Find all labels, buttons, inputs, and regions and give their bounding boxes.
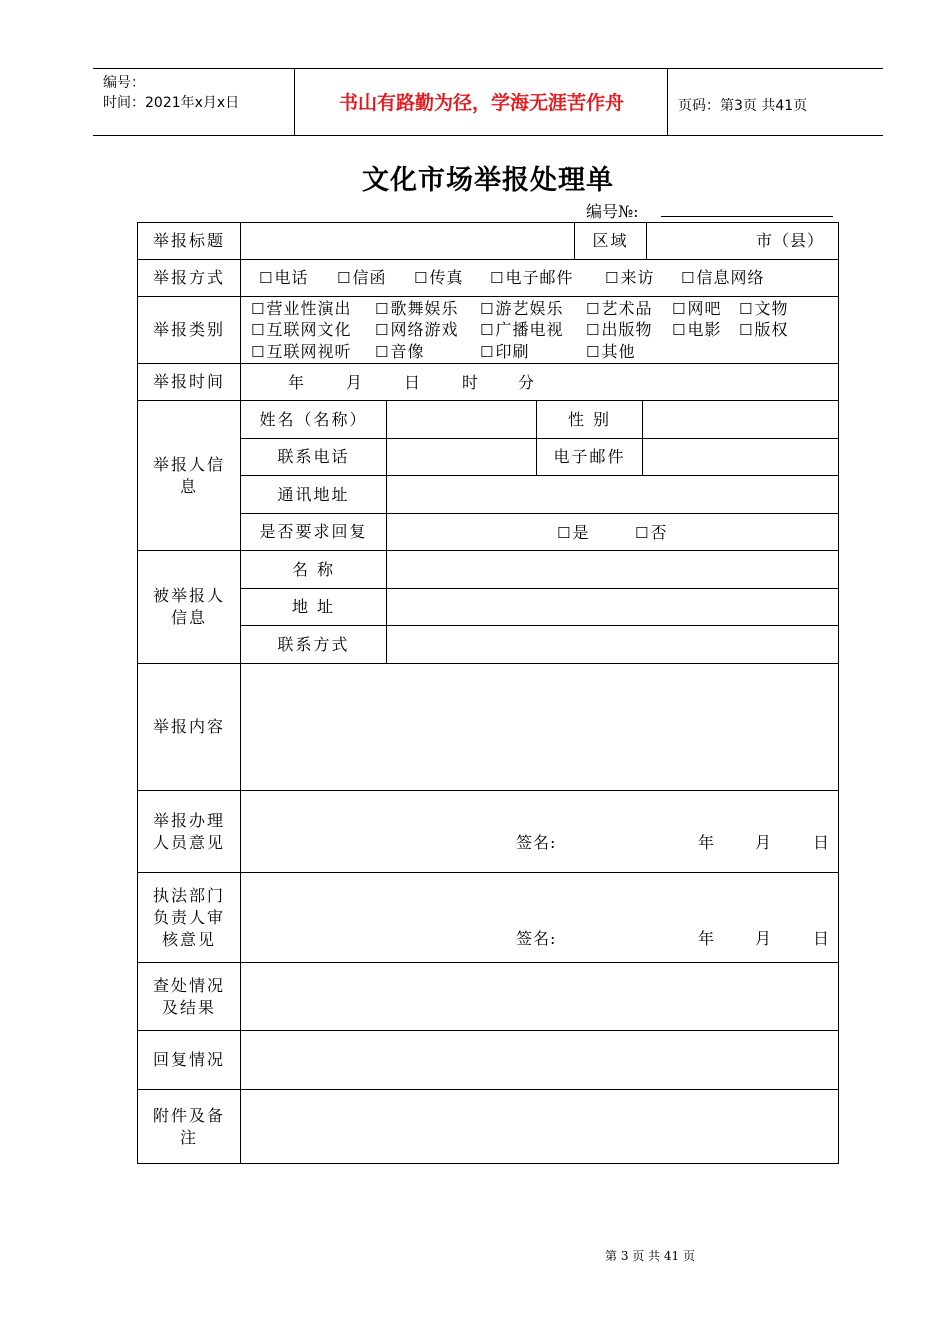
checkbox-icon: ☐ [672,321,687,339]
checkbox-icon: ☐ [586,300,601,318]
category-option[interactable] [480,320,563,340]
checkbox-icon: ☐ [251,300,266,318]
header-page-info: 页码：第3页 共41页 [678,98,808,114]
header-divider [294,69,295,135]
report-time-label: 举报时间 [152,372,225,391]
checkbox-icon: ☐ [251,321,266,339]
attachment-label: 附件及备注 [152,1105,225,1147]
accused-info-label: 被举报人信息 [152,586,225,627]
checkbox-icon: ☐ [605,269,620,287]
time-unit-year: 年 [288,373,306,392]
category-option[interactable] [586,342,635,362]
email-label: 电子邮件 [553,447,626,466]
category-option-label: 游艺娱乐 [495,299,564,318]
accused-name-label: 名 称 [291,559,336,579]
content-input[interactable] [241,664,838,790]
time-unit-month: 月 [346,373,364,392]
category-option[interactable] [480,342,529,362]
accused-address-label: 地 址 [291,597,336,616]
document-title: 文化市场举报处理单 [362,165,614,196]
report-title-label: 举报标题 [152,231,225,250]
header-top-rule [93,68,883,69]
category-option[interactable] [251,320,351,340]
category-option-label: 营业性演出 [266,299,352,318]
method-option-label: 传真 [429,268,464,287]
category-option-label: 电影 [687,320,722,339]
reporter-name-label: 姓名（名称） [259,409,368,429]
time-unit-minute: 分 [518,373,536,392]
category-option-label: 网络游戏 [390,320,459,339]
category-option[interactable] [586,299,652,319]
category-option-label: 互联网视听 [266,342,352,361]
header-motto: 书山有路勤为径，学海无涯苦作舟 [338,92,624,114]
checkbox-icon: ☐ [490,269,505,287]
category-option[interactable] [480,299,563,319]
checkbox-icon: ☐ [480,321,495,339]
serial-number-blank [661,216,833,217]
checkbox-icon: ☐ [635,524,650,542]
dept-date-day: 日 [813,929,831,948]
category-option-label: 艺术品 [601,299,653,318]
category-option[interactable] [375,299,458,319]
handler-date-month: 月 [755,833,773,852]
method-option-label: 信息网络 [696,268,765,287]
region-value[interactable]: 市（县） [756,231,825,250]
content-label: 举报内容 [152,717,225,736]
handler-opinion-input[interactable] [241,791,838,872]
result-label: 查处情况及结果 [152,975,225,1017]
handler-opinion-label: 举报办理人员意见 [152,810,225,852]
phone-input[interactable] [387,439,536,475]
reply-status-input[interactable] [241,1031,838,1089]
category-option[interactable] [375,320,458,340]
handler-date-year: 年 [698,833,716,852]
category-option[interactable] [739,320,788,340]
accused-address-input[interactable] [387,589,838,625]
reply-required-label: 是否要求回复 [259,522,368,541]
category-option-label: 其他 [601,342,636,361]
dept-review-label: 执法部门负责人审核意见 [152,885,225,949]
method-option-email[interactable] [490,268,573,288]
method-option-label: 电话 [274,268,309,287]
checkbox-icon: ☐ [672,300,687,318]
checkbox-icon: ☐ [480,300,495,318]
reply-no-option[interactable] [635,523,667,543]
header-bottom-rule [93,135,883,136]
category-option[interactable] [586,320,652,340]
method-option-visit[interactable] [605,268,654,288]
header-time: 时间：2021年x月x日 [103,95,240,111]
reply-yes-option[interactable] [557,523,589,543]
handler-sign-label: 签名: [516,833,557,852]
method-option-fax[interactable] [414,268,463,288]
category-option[interactable] [251,342,351,362]
method-option-network[interactable] [681,268,764,288]
checkbox-icon: ☐ [375,300,390,318]
accused-name-input[interactable] [387,551,838,588]
reply-no-label: 否 [650,523,668,542]
checkbox-icon: ☐ [375,343,390,361]
region-label: 区域 [592,231,629,250]
category-option[interactable] [672,320,721,340]
checkbox-icon: ☐ [251,343,266,361]
report-title-input[interactable] [241,223,574,259]
method-option-label: 来访 [620,268,655,287]
checkbox-icon: ☐ [259,269,274,287]
category-option[interactable] [739,299,788,319]
checkbox-icon: ☐ [586,343,601,361]
dept-sign-label: 签名: [516,929,557,948]
category-option-label: 广播电视 [495,320,564,339]
page-footer: 第 3 页 共 41 页 [605,1249,695,1263]
header-divider [667,69,668,135]
category-option-label: 出版物 [601,320,653,339]
checkbox-icon: ☐ [586,321,601,339]
method-option-phone[interactable] [259,268,308,288]
category-option-label: 歌舞娱乐 [390,299,459,318]
serial-number-label: 编号№: [586,202,639,221]
checkbox-icon: ☐ [557,524,572,542]
reporter-info-label: 举报人信息 [152,454,225,496]
attachment-input[interactable] [241,1090,838,1163]
reply-status-label: 回复情况 [152,1050,225,1069]
result-input[interactable] [241,963,838,1030]
category-option-label: 文物 [754,299,789,318]
header-serial-label: 编号： [103,75,145,91]
time-unit-day: 日 [404,373,422,392]
method-option-label: 电子邮件 [505,268,574,287]
method-label: 举报方式 [152,268,225,287]
category-option-label: 互联网文化 [266,320,352,339]
dept-date-year: 年 [698,929,716,948]
category-option-label: 版权 [754,320,789,339]
reply-yes-label: 是 [572,523,590,542]
address-input[interactable] [387,476,838,513]
handler-date-day: 日 [813,833,831,852]
checkbox-icon: ☐ [375,321,390,339]
checkbox-icon: ☐ [681,269,696,287]
category-option[interactable] [251,299,351,319]
checkbox-icon: ☐ [739,321,754,339]
dept-date-month: 月 [755,929,773,948]
category-label: 举报类别 [152,320,225,339]
accused-contact-label: 联系方式 [277,634,350,654]
method-option-label: 信函 [352,268,387,287]
time-unit-hour: 时 [462,373,480,392]
category-option[interactable] [375,342,424,362]
category-option[interactable] [672,299,721,319]
checkbox-icon: ☐ [414,269,429,287]
category-option-label: 网吧 [687,299,722,318]
address-label: 通讯地址 [277,484,350,504]
reporter-name-input[interactable] [387,401,536,438]
category-option-label: 音像 [390,342,425,361]
accused-contact-input[interactable] [387,626,838,663]
method-option-letter[interactable] [337,268,386,288]
gender-input[interactable] [643,401,838,438]
email-input[interactable] [643,439,838,475]
phone-label: 联系电话 [277,447,350,466]
checkbox-icon: ☐ [739,300,754,318]
checkbox-icon: ☐ [480,343,495,361]
checkbox-icon: ☐ [337,269,352,287]
gender-label: 性 别 [567,409,612,429]
category-option-label: 印刷 [495,342,530,361]
